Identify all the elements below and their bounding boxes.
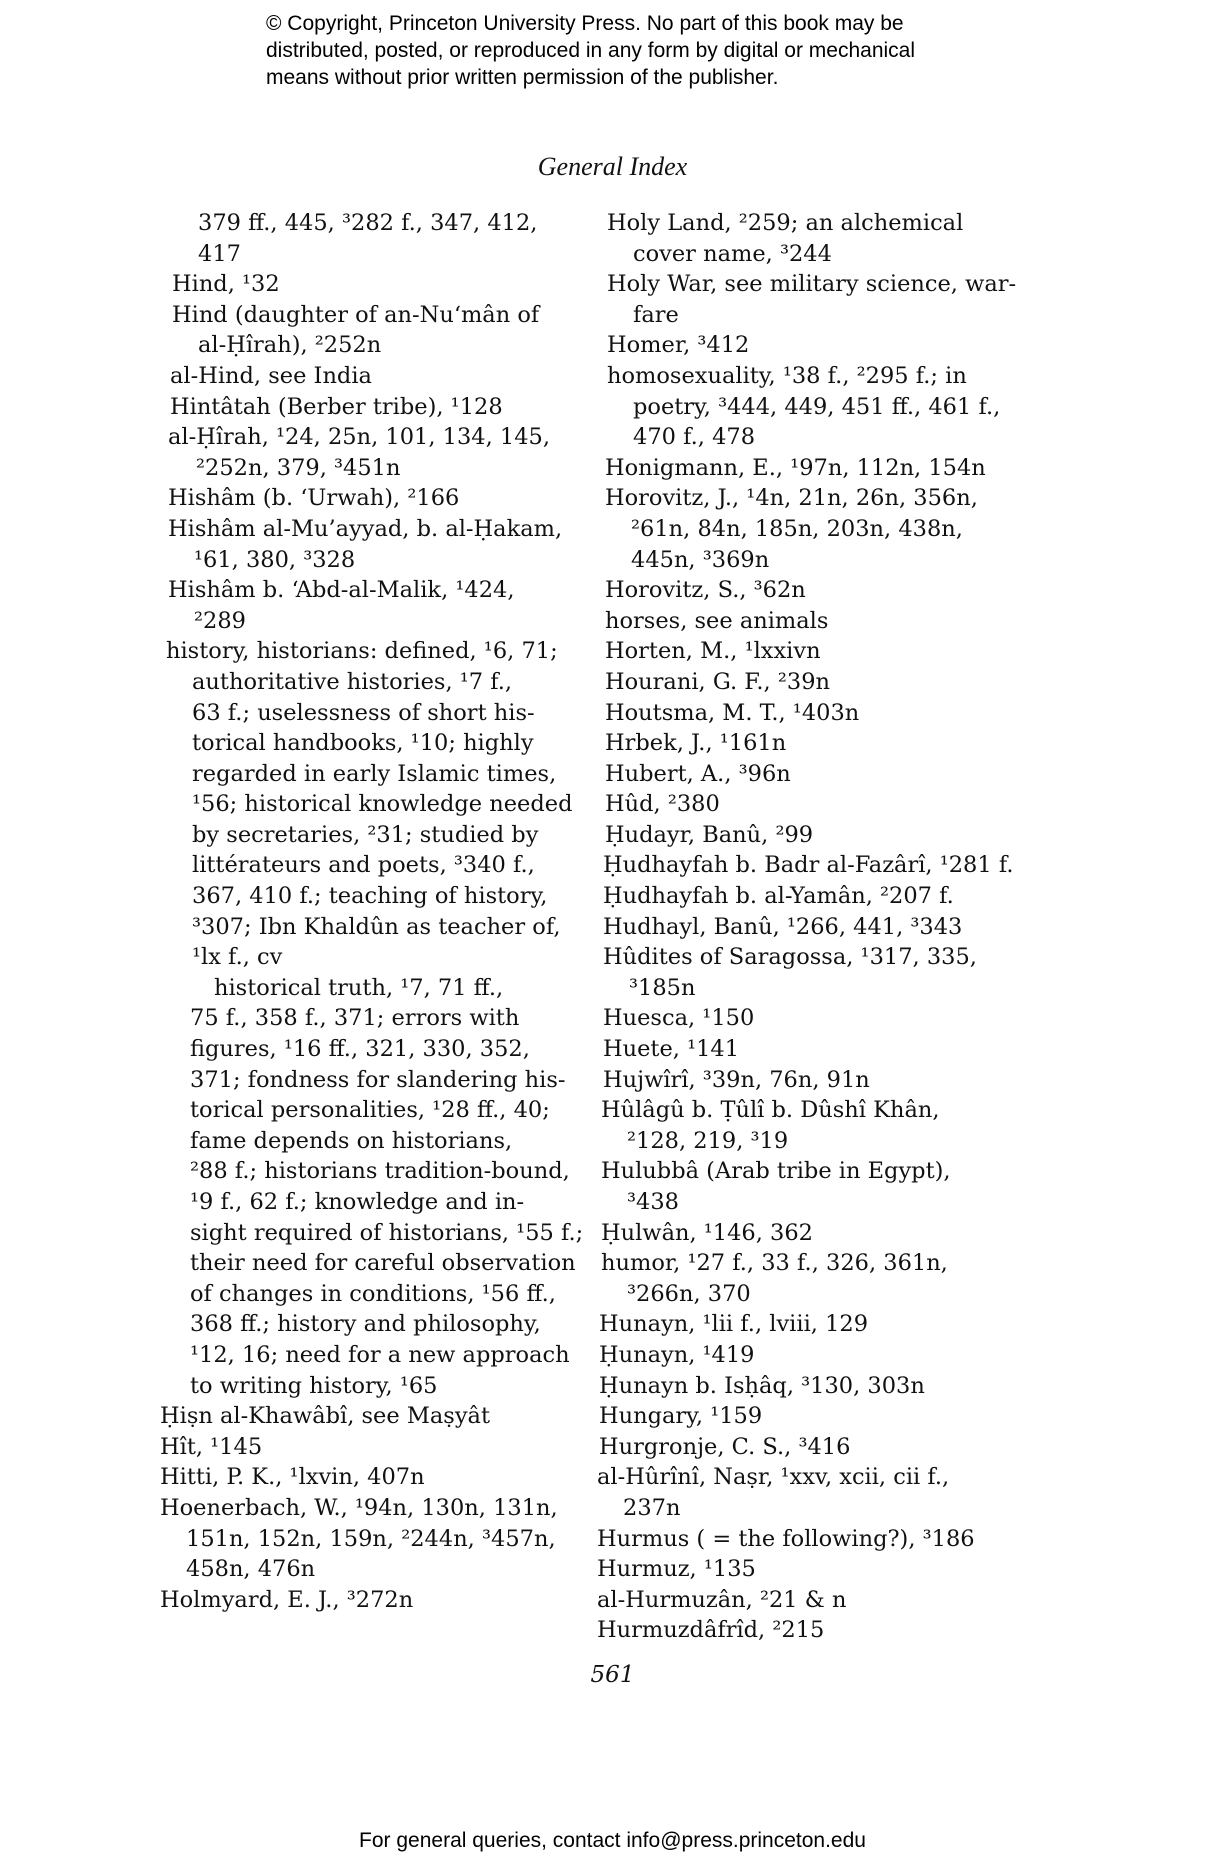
index-line: Ḥunayn, ¹419 [599, 1341, 755, 1368]
index-line: littérateurs and poets, ³340 f., [192, 852, 535, 879]
index-line: ¹61, 380, ³328 [194, 546, 356, 573]
footer-contact: For general queries, contact info@press.princeton.edu [359, 1829, 866, 1852]
index-line: ¹12, 16; need for a new approach [190, 1341, 570, 1368]
index-column-right [593, 208, 1033, 1646]
index-line: ¹lx f., cv [192, 944, 283, 971]
index-line: Horovitz, S., ³62n [605, 577, 806, 604]
index-line: Hrbek, J., ¹161n [605, 730, 787, 757]
index-line: ³185n [629, 974, 696, 1001]
index-line: torical personalities, ¹28 ff., 40; [190, 1097, 550, 1124]
index-line: Honigmann, E., ¹97n, 112n, 154n [605, 454, 986, 481]
index-line: 63 f.; uselessness of short his- [192, 699, 535, 726]
index-line: their need for careful observation [190, 1250, 576, 1277]
index-line: Horten, M., ¹lxxivn [605, 638, 821, 665]
index-line: cover name, ³244 [633, 240, 832, 267]
index-line: by secretaries, ²31; studied by [192, 821, 539, 848]
index-line: historical truth, ¹7, 71 ff., [214, 974, 504, 1001]
index-line: Hunayn, ¹lii f., lviii, 129 [599, 1311, 869, 1338]
index-line: Hurmuz, ¹135 [597, 1556, 756, 1583]
index-line: al-Ḥîrah), ²252n [198, 332, 382, 359]
index-line: Huete, ¹141 [603, 1036, 740, 1063]
index-line: 445n, ³369n [631, 546, 770, 573]
index-line: Hishâm al-Mu’ayyad, b. al-Ḥakam, [168, 515, 563, 542]
index-line: Huesca, ¹150 [603, 1005, 755, 1032]
index-line: Hishâm (b. ‘Urwah), ²166 [168, 485, 460, 512]
copyright-line: means without prior written permission of the publisher. [266, 66, 779, 89]
index-line: ²61n, 84n, 185n, 203n, 438n, [631, 515, 963, 542]
index-line: ²128, 219, ³19 [627, 1127, 789, 1154]
index-line: Hourani, G. F., ²39n [605, 668, 830, 695]
index-line: poetry, ³444, 449, 451 ff., 461 f., [633, 393, 1001, 420]
index-line: Hind (daughter of an-Nu‘mân of [172, 301, 540, 328]
index-line: Ḥudhayfah b. al-Yamân, ²207 f. [603, 883, 954, 910]
index-line: regarded in early Islamic times, [192, 760, 557, 787]
index-line: ²252n, 379, ³451n [196, 454, 401, 481]
index-line: 379 ff., 445, ³282 f., 347, 412, [198, 210, 538, 236]
index-line: Hûlâgû b. Ṭûlî b. Dûshî Khân, [601, 1097, 940, 1124]
index-line: Holy Land, ²259; an alchemical [607, 210, 964, 236]
index-line: Ḥudayr, Banû, ²99 [605, 821, 814, 848]
index-line: Hît, ¹145 [160, 1433, 263, 1460]
page-title: General Index [537, 152, 688, 181]
index-line: Ḥunayn b. Isḥâq, ³130, 303n [599, 1372, 925, 1399]
copyright-notice [266, 10, 1026, 91]
index-line: 75 f., 358 f., 371; errors with [190, 1005, 520, 1032]
index-line: authoritative histories, ¹7 f., [192, 668, 513, 695]
copyright-line: © Copyright, Princeton University Press. No part of this book may be [266, 12, 904, 35]
index-line: Hurmus ( = the following?), ³186 [597, 1525, 975, 1552]
copyright-line: distributed, posted, or reproduced in any form by digital or mechanical [266, 39, 916, 62]
index-line: Holy War, see military science, war- [607, 271, 1017, 298]
index-line: Ḥulwân, ¹146, 362 [601, 1219, 813, 1246]
index-line: Homer, ³412 [607, 332, 750, 359]
index-line: al-Hind, see India [170, 362, 372, 389]
index-line: al-Hûrînî, Naṣr, ¹xxv, xcii, cii f., [597, 1464, 950, 1491]
index-line: Hind, ¹32 [172, 271, 280, 298]
index-line: to writing history, ¹65 [190, 1372, 438, 1399]
index-line: of changes in conditions, ¹56 ff., [190, 1280, 556, 1307]
index-line: Houtsma, M. T., ¹403n [605, 699, 860, 726]
index-line: Hurmuzdâfrîd, ²215 [597, 1617, 825, 1644]
index-line: Hintâtah (Berber tribe), ¹128 [170, 393, 503, 420]
index-line: ³438 [627, 1189, 679, 1215]
index-line: sight required of historians, ¹55 f.; [190, 1219, 584, 1246]
index-line: Hûd, ²380 [605, 791, 720, 818]
index-line: ¹9 f., 62 f.; knowledge and in- [190, 1189, 525, 1215]
index-line: 470 f., 478 [633, 424, 756, 451]
index-line: Hûdites of Saragossa, ¹317, 335, [603, 944, 977, 971]
index-line: 151n, 152n, 159n, ²244n, ³457n, [186, 1525, 556, 1552]
index-line: 371; fondness for slandering his- [190, 1066, 566, 1093]
index-line: torical handbooks, ¹10; highly [192, 730, 534, 757]
index-line: 458n, 476n [186, 1556, 316, 1583]
index-line: al-Hurmuzân, ²21 & n [597, 1586, 847, 1613]
index-line: ¹56; historical knowledge needed [192, 791, 573, 818]
index-line: Hulubbâ (Arab tribe in Egypt), [601, 1158, 951, 1185]
index-line: ³266n, 370 [627, 1280, 751, 1307]
index-line: 368 ff.; history and philosophy, [190, 1311, 541, 1338]
index-line: 367, 410 f.; teaching of history, [192, 883, 548, 910]
index-line: Hungary, ¹159 [599, 1403, 763, 1430]
index-line: Hubert, A., ³96n [605, 760, 791, 787]
index-line: history, historians: defined, ¹6, 71; [166, 638, 558, 665]
index-line: Hudhayl, Banû, ¹266, 441, ³343 [603, 913, 963, 940]
index-line: Ḥiṣn al-Khawâbî, see Maṣyât [160, 1403, 491, 1430]
index-line: humor, ¹27 f., 33 f., 326, 361n, [601, 1250, 948, 1277]
index-line: 237n [623, 1494, 681, 1521]
index-line: Hoenerbach, W., ¹94n, 130n, 131n, [160, 1494, 558, 1521]
index-line: fame depends on historians, [190, 1127, 513, 1154]
index-line: Hurgronje, C. S., ³416 [599, 1433, 851, 1460]
index-line: 417 [198, 240, 241, 267]
index-line: homosexuality, ¹38 f., ²295 f.; in [607, 362, 967, 389]
index-line: ²289 [194, 607, 246, 634]
index-column-left [158, 208, 584, 1615]
index-line: Hitti, P. K., ¹lxvin, 407n [160, 1464, 425, 1491]
index-line: al-Ḥîrah, ¹24, 25n, 101, 134, 145, [168, 424, 550, 451]
index-line: fare [633, 301, 679, 328]
index-line: figures, ¹16 ff., 321, 330, 352, [190, 1036, 530, 1063]
page-number: 561 [590, 1662, 635, 1688]
index-line: ³307; Ibn Khaldûn as teacher of, [192, 913, 561, 940]
index-line: Ḥudhayfah b. Badr al-Fazârî, ¹281 f. [603, 852, 1014, 879]
index-line: horses, see animals [605, 607, 829, 634]
index-line: Holmyard, E. J., ³272n [160, 1586, 414, 1613]
index-line: Horovitz, J., ¹4n, 21n, 26n, 356n, [605, 485, 978, 512]
index-line: Hujwîrî, ³39n, 76n, 91n [603, 1066, 870, 1093]
index-line: ²88 f.; historians tradition-bound, [190, 1158, 570, 1185]
index-line: Hishâm b. ‘Abd-al-Malik, ¹424, [168, 577, 515, 604]
